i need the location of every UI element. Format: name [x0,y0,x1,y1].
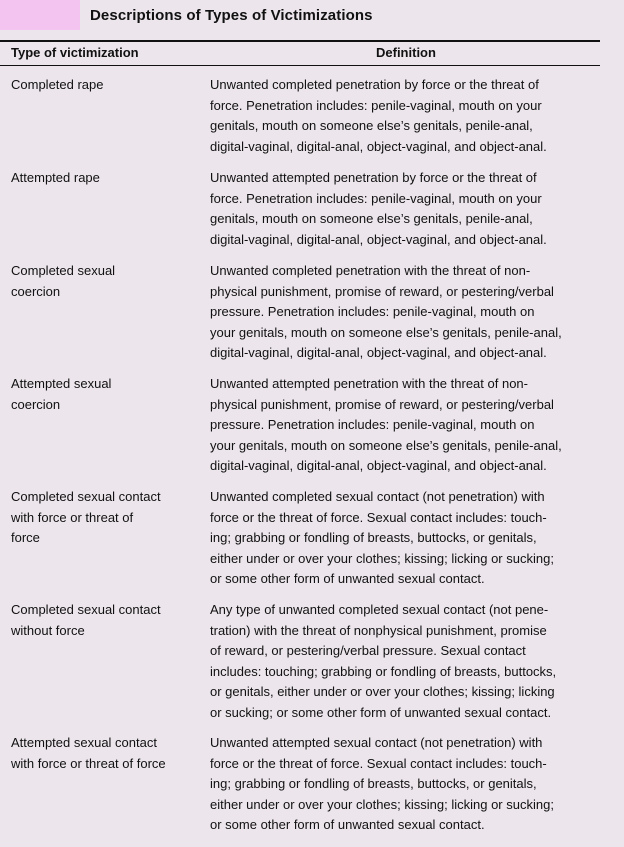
definition-line: genitals, mouth on someone else’s genitals, penile-anal, [210,118,533,134]
header-rule [0,65,600,66]
definition-line: physical punishment, promise of reward, or pestering/verbal [210,283,554,299]
title-accent-tab [0,0,80,30]
definition-line: pressure. Penetration includes: penile-vaginal, mouth on [210,417,535,433]
type-line: coercion [11,396,61,412]
definition-line: digital-vaginal, digital-anal, object-vaginal, and object-anal. [210,231,547,247]
victimization-type [11,261,201,302]
column-header-type: Type of victimization [11,45,139,60]
definition-line: Unwanted attempted penetration with the threat of non- [210,376,528,391]
type-line: Completed sexual [11,263,116,278]
definition-line: or genitals, either under or over your clothes; kissing; licking [210,684,555,700]
type-line: Attempted rape [11,170,100,185]
definition-line: either under or over your clothes; kissing; licking or sucking; [210,550,554,566]
definition-line: ing; grabbing or fondling of breasts, buttocks, or genitals, [210,776,537,792]
definition-line: force or the threat of force. Sexual contact includes: touch- [210,755,547,771]
page-title: Descriptions of Types of Victimizations [90,7,373,24]
top-rule [0,40,600,42]
definition-line: tration) with the threat of nonphysical punishment, promise [210,622,547,638]
definition-line: your genitals, mouth on someone else’s genitals, penile-anal, [210,437,562,453]
definition-line: digital-vaginal, digital-anal, object-vaginal, and object-anal. [210,458,547,474]
type-line: coercion [11,283,61,299]
victimization-definition [210,487,594,590]
definition-line: Unwanted completed penetration by force or the threat of [210,77,539,92]
definition-line: or some other form of unwanted sexual contact. [210,817,485,833]
victimization-type [11,600,201,641]
definition-line: genitals, mouth on someone else’s genitals, penile-anal, [210,211,533,227]
type-line: with force or threat of force [11,755,166,771]
victimization-definition [210,374,594,477]
victimization-definition [210,261,594,364]
type-line: Completed sexual contact [11,489,161,504]
victimization-type [11,168,201,189]
victimization-type [11,75,201,96]
definition-line: includes: touching; grabbing or fondling of breasts, buttocks, [210,663,557,679]
type-line: force [11,530,40,546]
definition-line: Unwanted attempted penetration by force or the threat of [210,170,537,185]
victimization-type [11,733,201,774]
definition-line: or sucking; or some other form of unwanted sexual contact. [210,704,552,720]
type-line: with force or threat of [11,509,134,525]
definition-line: force or the threat of force. Sexual contact includes: touch- [210,509,547,525]
definition-line: ing; grabbing or fondling of breasts, buttocks, or genitals, [210,530,537,546]
type-line: Completed rape [11,77,104,92]
definition-line: of reward, or pestering/verbal pressure. Sexual contact [210,643,526,659]
victimization-type [11,487,201,549]
victimization-definition [210,600,594,724]
definition-line: either under or over your clothes; kissing; licking or sucking; [210,796,554,812]
type-line: Attempted sexual contact [11,735,157,750]
definition-line: force. Penetration includes: penile-vaginal, mouth on your [210,97,542,113]
type-line: without force [11,622,85,638]
definition-line: or some other form of unwanted sexual contact. [210,571,485,587]
definition-line: Unwanted completed sexual contact (not penetration) with [210,489,545,504]
type-line: Completed sexual contact [11,602,161,617]
definition-line: Unwanted attempted sexual contact (not penetration) with [210,735,543,750]
type-line: Attempted sexual [11,376,112,391]
victimization-definition [210,75,594,157]
definition-line: digital-vaginal, digital-anal, object-vaginal, and object-anal. [210,345,547,361]
column-header-definition: Definition [376,45,436,60]
victimization-type [11,374,201,415]
definition-line: your genitals, mouth on someone else’s genitals, penile-anal, [210,324,562,340]
definition-line: Any type of unwanted completed sexual contact (not pene- [210,602,549,617]
definition-line: physical punishment, promise of reward, or pestering/verbal [210,396,554,412]
victimization-definition [210,168,594,250]
victimization-definition [210,733,594,836]
definition-line: pressure. Penetration includes: penile-vaginal, mouth on [210,304,535,320]
definition-line: force. Penetration includes: penile-vaginal, mouth on your [210,190,542,206]
definition-line: Unwanted completed penetration with the threat of non- [210,263,531,278]
definition-line: digital-vaginal, digital-anal, object-vaginal, and object-anal. [210,138,547,154]
